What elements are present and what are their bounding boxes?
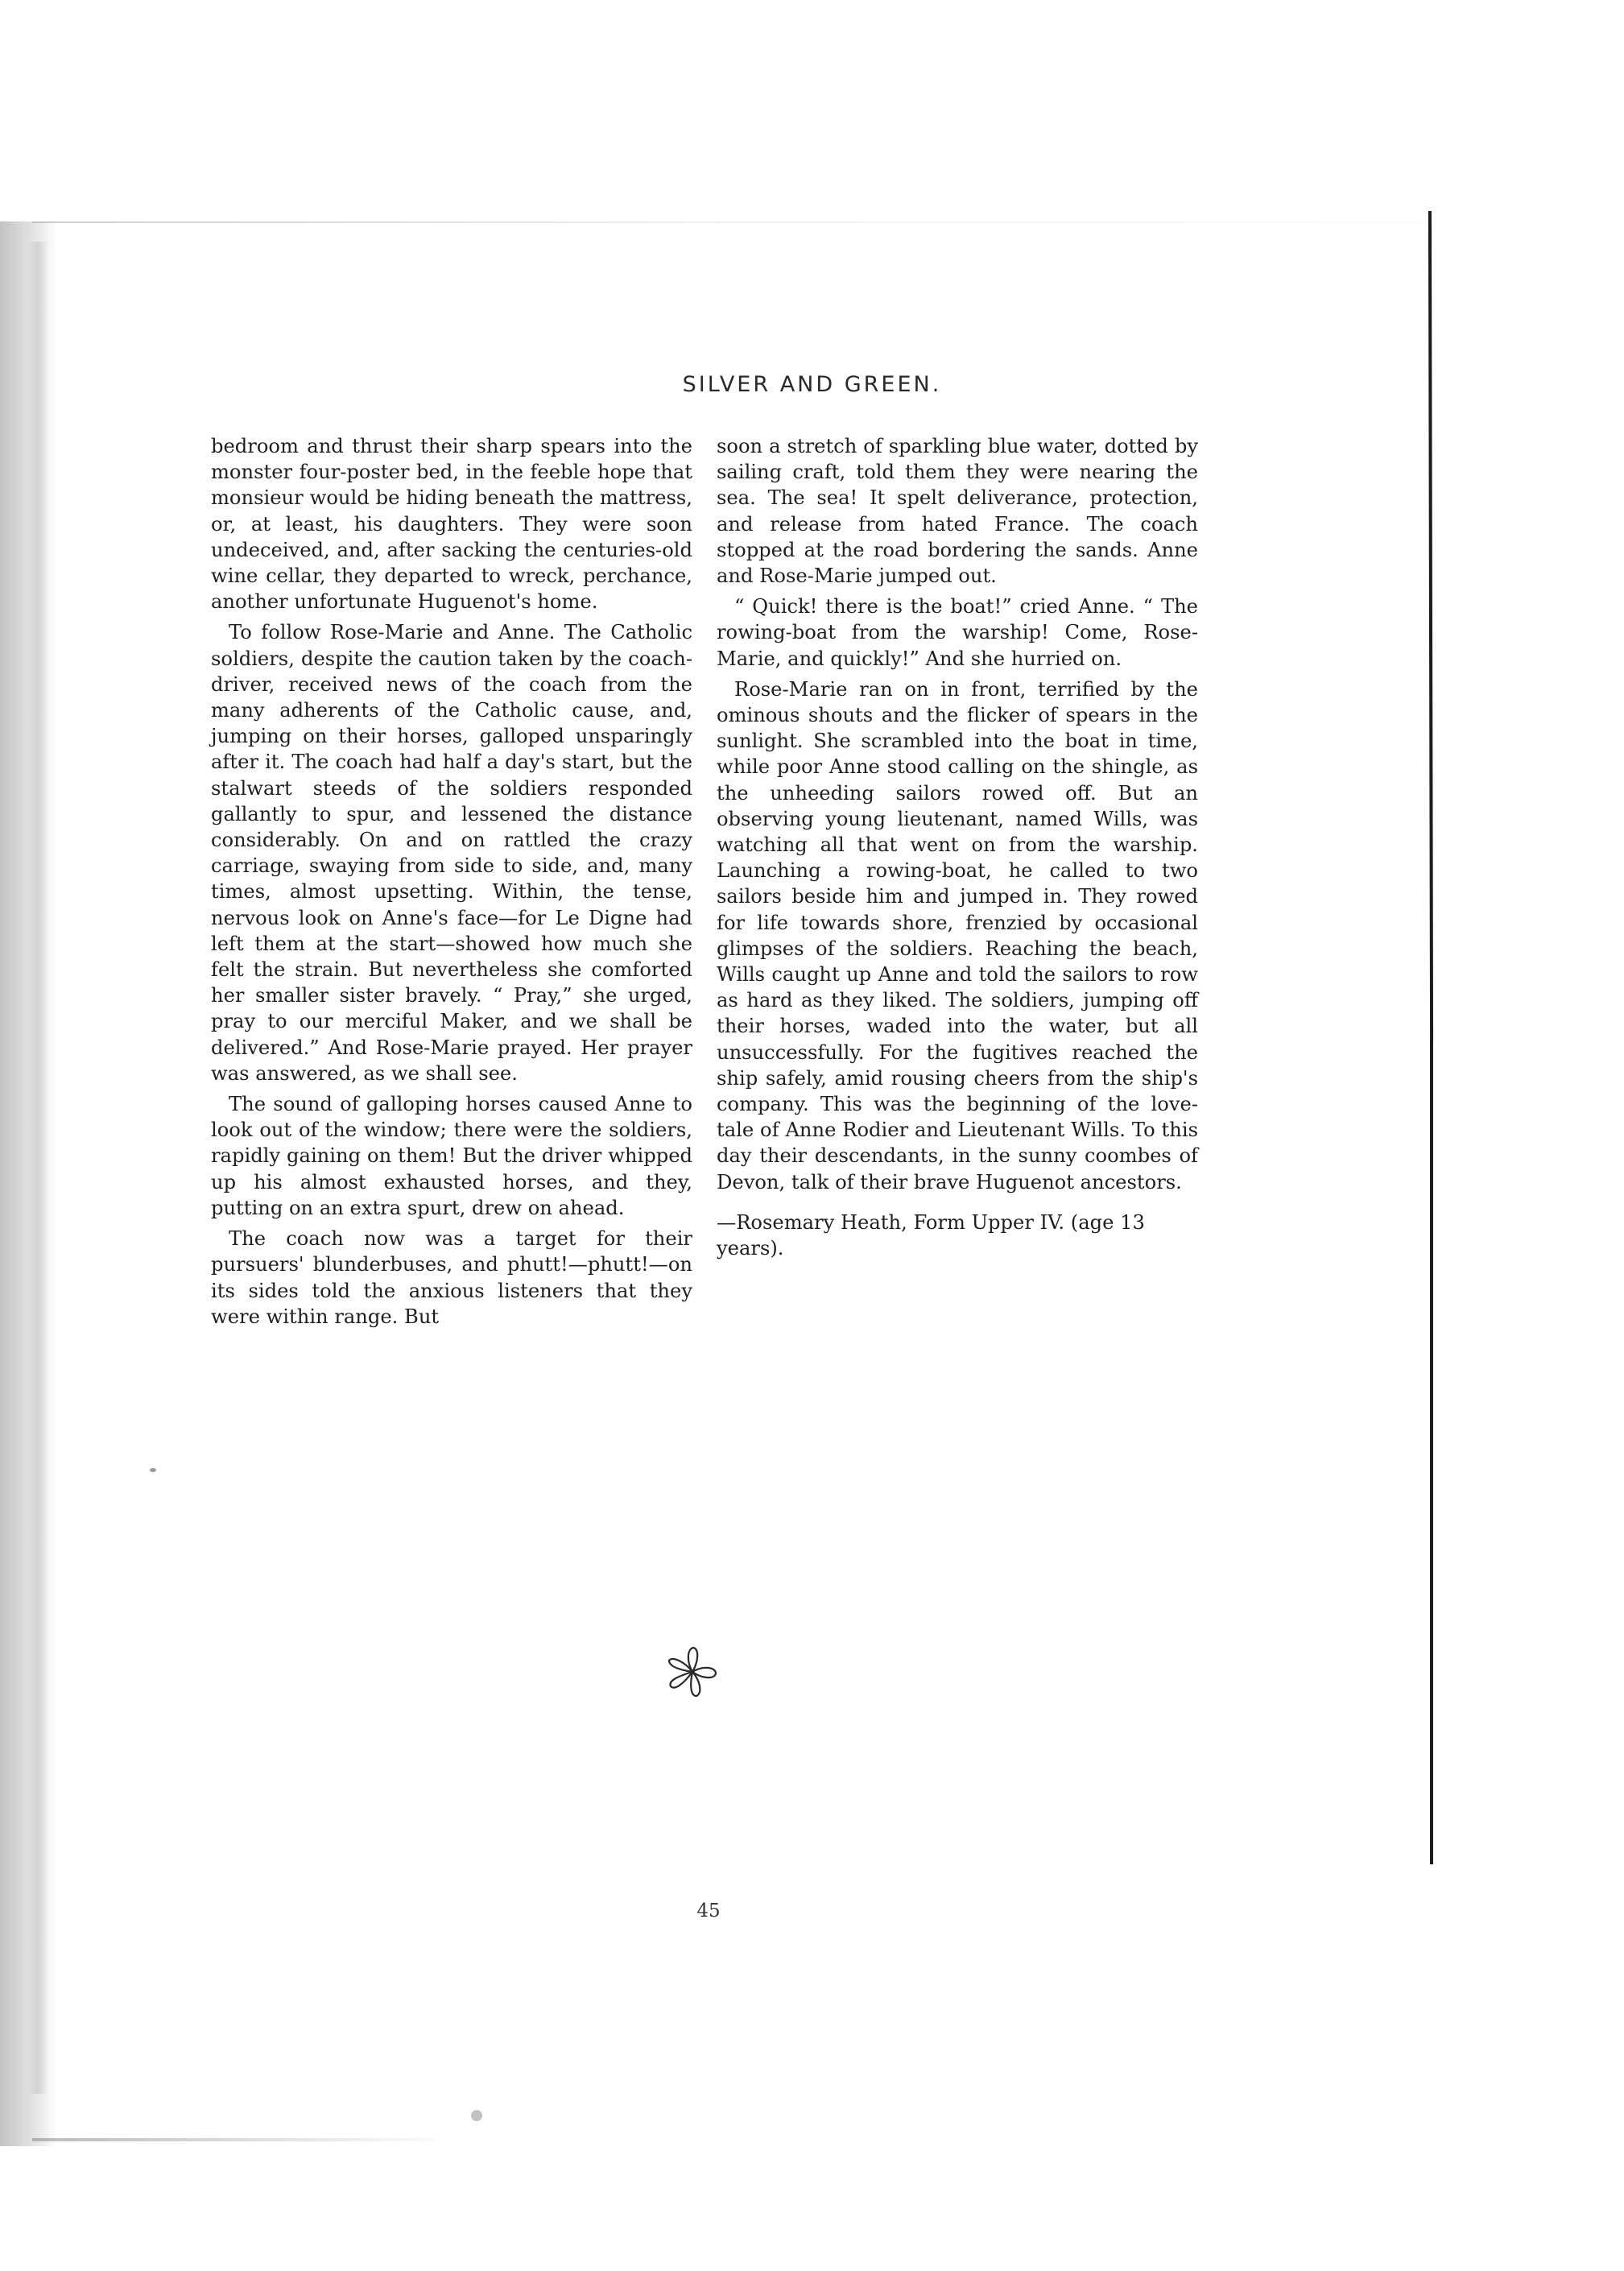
left-column [211,433,692,1334]
paragraph: “ Quick! there is the boat!” cried Anne. “ The rowing-boat from the warship! Come, Rose-Marie, and quickly!” And she hurried on. [717,595,1198,670]
scan-right-border-lower [1430,1039,1433,1864]
byline: —Rosemary Heath, Form Upper IV. (age 13 years). [717,1210,1145,1260]
scan-speck [471,2110,482,2121]
page-number: 45 [696,1901,721,1921]
running-head: SILVER AND GREEN. [682,372,942,397]
paragraph: The sound of galloping horses caused Anne to look out of the window; there were the soldiers, rapidly gaining on them! But the driver whipped up his almost exhausted horses, and they, putting on an extra spurt, drew on ahead. [211,1093,692,1219]
scan-speck [150,1468,156,1472]
paragraph: bedroom and thrust their sharp spears into the monster four-poster bed, in the feeble hope that monsieur would be hiding beneath the mattress, or, at least, his daughters. They were soon undeceived, and, after sacking the centuries-old wine cellar, they departed to wreck, perchance, another unfortunate Huguenot's home. [211,435,692,614]
scan-right-border [1428,211,1433,1040]
paragraph: Rose-Marie ran on in front, terrified by the ominous shouts and the flicker of spears in the sunlight. She scrambled into the boat in time, while poor Anne stood calling on the shingle, as the unheeding sailors rowed off. But an observing young lieutenant, named Wills, was watching all that went on from the warship. Launching a rowing-boat, he called to two sailors beside him and jumped in. They rowed for life towards shore, frenzied by occasional glimpses of the soldiers. Reaching the beach, Wills caught up Anne and told the sailors to row as hard as they liked. The soldiers, jumping off their horses, waded into the water, but all unsuccessfully. For the fugitives reached the ship safely, amid rousing cheers from the ship's company. This was the beginning of the love-tale of Anne Rodier and Lieutenant Wills. To this day their descendants, in the sunny coombes of Devon, talk of their brave Huguenot ancestors. [717,677,1198,1193]
paragraph: To follow Rose-Marie and Anne. The Catholic soldiers, despite the caution taken by the coach-driver, received news of the coach from the many adherents of the Catholic cause, and, jumping on their horses, galloped unsparingly after it. The coach had half a day's start, but the stalwart steeds of the soldiers responded gallantly to spur, and lessened the distance considerably. On and on rattled the crazy carriage, swaying from side to side, and, many times, almost upsetting. Within, the tense, nervous look on Anne's face—for Le Digne had left them at the start—showed how much she felt the strain. But nevertheless she comforted her smaller sister bravely. “ Pray,” she urged, pray to our merciful Maker, and we shall be delivered.” And Rose-Marie prayed. Her prayer was answered, as we shall see. [211,621,692,1085]
scan-top-edge [32,221,1425,223]
paragraph: The coach now was a target for their pursuers' blunderbuses, and phutt!—phutt!—on its sides told the anxious listeners that they were within range. But [211,1227,692,1328]
scan-left-shadow-inner [27,242,48,2094]
right-column [717,433,1198,1266]
paragraph: soon a stretch of sparkling blue water, dotted by sailing craft, told them they were nearing the sea. The sea! It spelt deliverance, protection, and release from hated France. The coach stopped at the road bordering the sands. Anne and Rose-Marie jumped out. [717,435,1198,588]
scan-bottom-edge [32,2138,435,2141]
flower-ornament-icon [663,1643,722,1702]
